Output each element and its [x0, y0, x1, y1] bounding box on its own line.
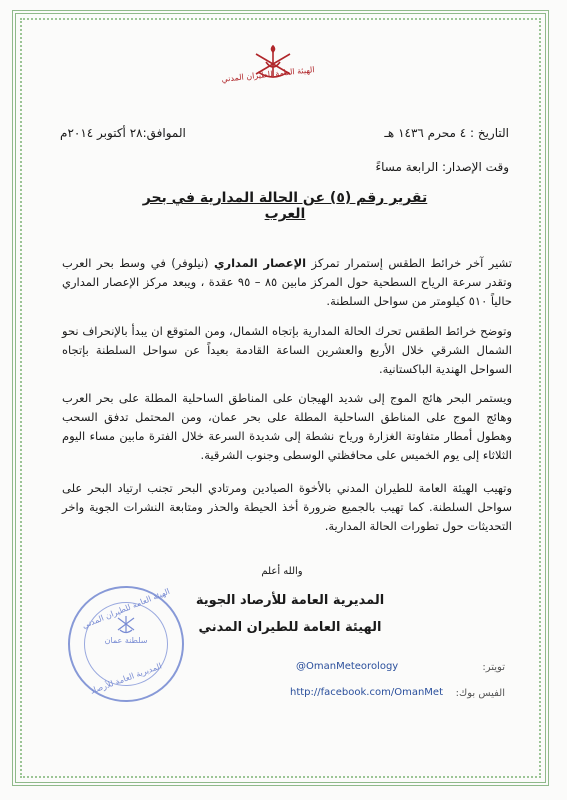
paragraph-movement: وتوضح خرائط الطقس تحرك الحالة المدارية بإتجاه الشمال، ومن المتوقع ان يبدأ بالإنحراف نحو الشمال الشرقي خلال الأربع والعشرين الساعة القادمة بعيداً عن سواحل السلطنة بإتجاه السواحل الهندية الباكستانية.: [62, 324, 512, 376]
stamp-bottom-text: المديرية العامة للأرصاد: [89, 661, 163, 696]
paragraph-sea-conditions: ويستمر البحر هائج الموج إلى شديد الهيجان على المناطق الساحلية المطلة على بحر العرب وهائج الموج على المناطق الساحلية المطلة على بحر عمان، ومن المحتمل تدفق السحب وهطول أمطار متفاوتة الغزارة ورياح نشطة إلى شديدة السرعة خلال الفترة مابين مساء اليوم الثلاثاء إلى يوم الخميس على محافظتي الوسطى وجنوب الشرقية.: [62, 391, 512, 462]
report-title: تقرير رقم (٥) عن الحالة المدارية في بحر العرب: [142, 190, 428, 222]
twitter-handle[interactable]: @OmanMeteorology: [296, 661, 399, 672]
facebook-link[interactable]: http://facebook.com/OmanMet: [290, 687, 443, 698]
facebook-label: الفيس بوك:: [455, 688, 505, 699]
report-date: التاريخ : ٤ محرم ١٤٣٦ هـ: [384, 126, 509, 140]
paragraph-warning: وتهيب الهيئة العامة للطيران المدني بالأخوة الصيادين ومرتادي البحر تجنب ارتياد البحر على سواحل السلطنة. كما تهيب بالجميع ضرورة أخذ الحيطة والحذر ومتابعة النشرات الجوية واخر التحديثات حول تطورات الحالة المدارية.: [62, 481, 512, 533]
signature-directorate: المديرية العامة للأرصاد الجوية: [195, 593, 385, 608]
stamp-center-text: سلطنة عمان: [104, 636, 148, 645]
paragraph-1-text-b: (نيلوفر) في وسط بحر العرب وتقدر سرعة الرياح السطحية حول المركز مابين ٨٥ – ٩٥ عقدة ، ويبعد مركز الإعصار المداري حالياً ٥١٠ كيلومتر من سواحل السلطنة.: [62, 256, 512, 308]
signature-authority: الهيئة العامة للطيران المدني: [198, 620, 382, 635]
stamp-top-text: الهيئة العامة للطيران المدني: [80, 586, 172, 631]
official-stamp: [68, 586, 184, 702]
twitter-label: تويتر:: [482, 662, 505, 673]
closing-phrase: والله أعلم: [261, 566, 303, 577]
emblem-caption: الهيئة العامة للطيران المدني: [220, 65, 315, 84]
paragraph-1-text-a: تشير آخر خرائط الطقس إستمرار تمركز: [306, 256, 512, 270]
issue-time: وقت الإصدار: الرابعة مساءً: [375, 160, 509, 174]
paragraph-1-bold: الإعصار المداري: [213, 256, 307, 270]
stamp-emblem-icon: [112, 614, 140, 636]
paragraph-cyclone-status: [62, 254, 512, 311]
report-gregorian-date: الموافق:٢٨ أكتوبر ٢٠١٤م: [60, 126, 186, 140]
